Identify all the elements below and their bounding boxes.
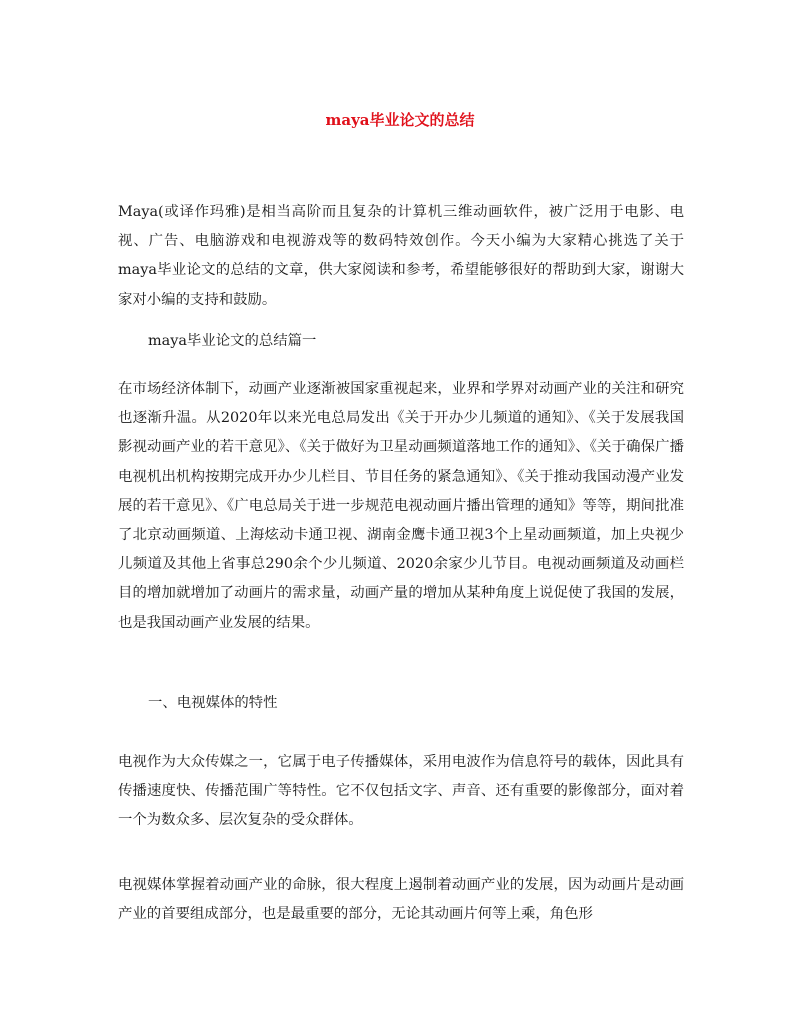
subheading-1: 一、电视媒体的特性 — [148, 695, 278, 711]
body-paragraph-2: 电视作为大众传媒之一，它属于电子传播媒体，采用电波作为信息符号的载体，因此具有传播速度快、传播范围广等特性。它不仅包括文字、声音、还有重要的影像部分，面对着一个为数众多、层次复杂的受众群体。 — [118, 754, 684, 829]
body-paragraph-3: 电视媒体掌握着动画产业的命脉，很大程度上遏制着动画产业的发展，因为动画片是动画产业的首要组成部分，也是最重要的部分，无论其动画片何等上乘，角色形 — [118, 877, 684, 923]
document-title: maya毕业论文的总结 — [325, 111, 475, 129]
intro-paragraph: Maya(或译作玛雅)是相当高阶而且复杂的计算机三维动画软件，被广泛用于电影、电视、广告、电脑游戏和电视游戏等的数码特效创作。今天小编为大家精心挑选了关于maya毕业论文的总结的文章，供大家阅读和参考，希望能够很好的帮助到大家，谢谢大家对小编的支持和鼓励。 — [118, 204, 684, 308]
section-heading: maya毕业论文的总结篇一 — [148, 333, 317, 349]
body-paragraph-1: 在市场经济体制下，动画产业逐渐被国家重视起来，业界和学界对动画产业的关注和研究也逐渐升温。从2020年以来光电总局发出《关于开办少儿频道的通知》、《关于发展我国影视动画产业的若干意见》、《关于做好为卫星动画频道落地工作的通知》、《关于确保广播电视机出机构按期完成开办少儿栏目、节目任务的紧急通知》、《关于推动我国动漫产业发展的若干意见》、《广电总局关于进一步规范电视动画片播出管理的通知》等等，期间批准了北京动画频道、上海炫动卡通卫视、湖南金鹰卡通卫视3个上星动画频道，加上央视少儿频道及其他上省事总290余个少儿频道、2020余家少儿节目。电视动画频道及动画栏目的增加就增加了动画片的需求量，动画产量的增加从某种角度上说促使了我国的发展，也是我国动画产业发展的结果。 — [118, 381, 684, 631]
